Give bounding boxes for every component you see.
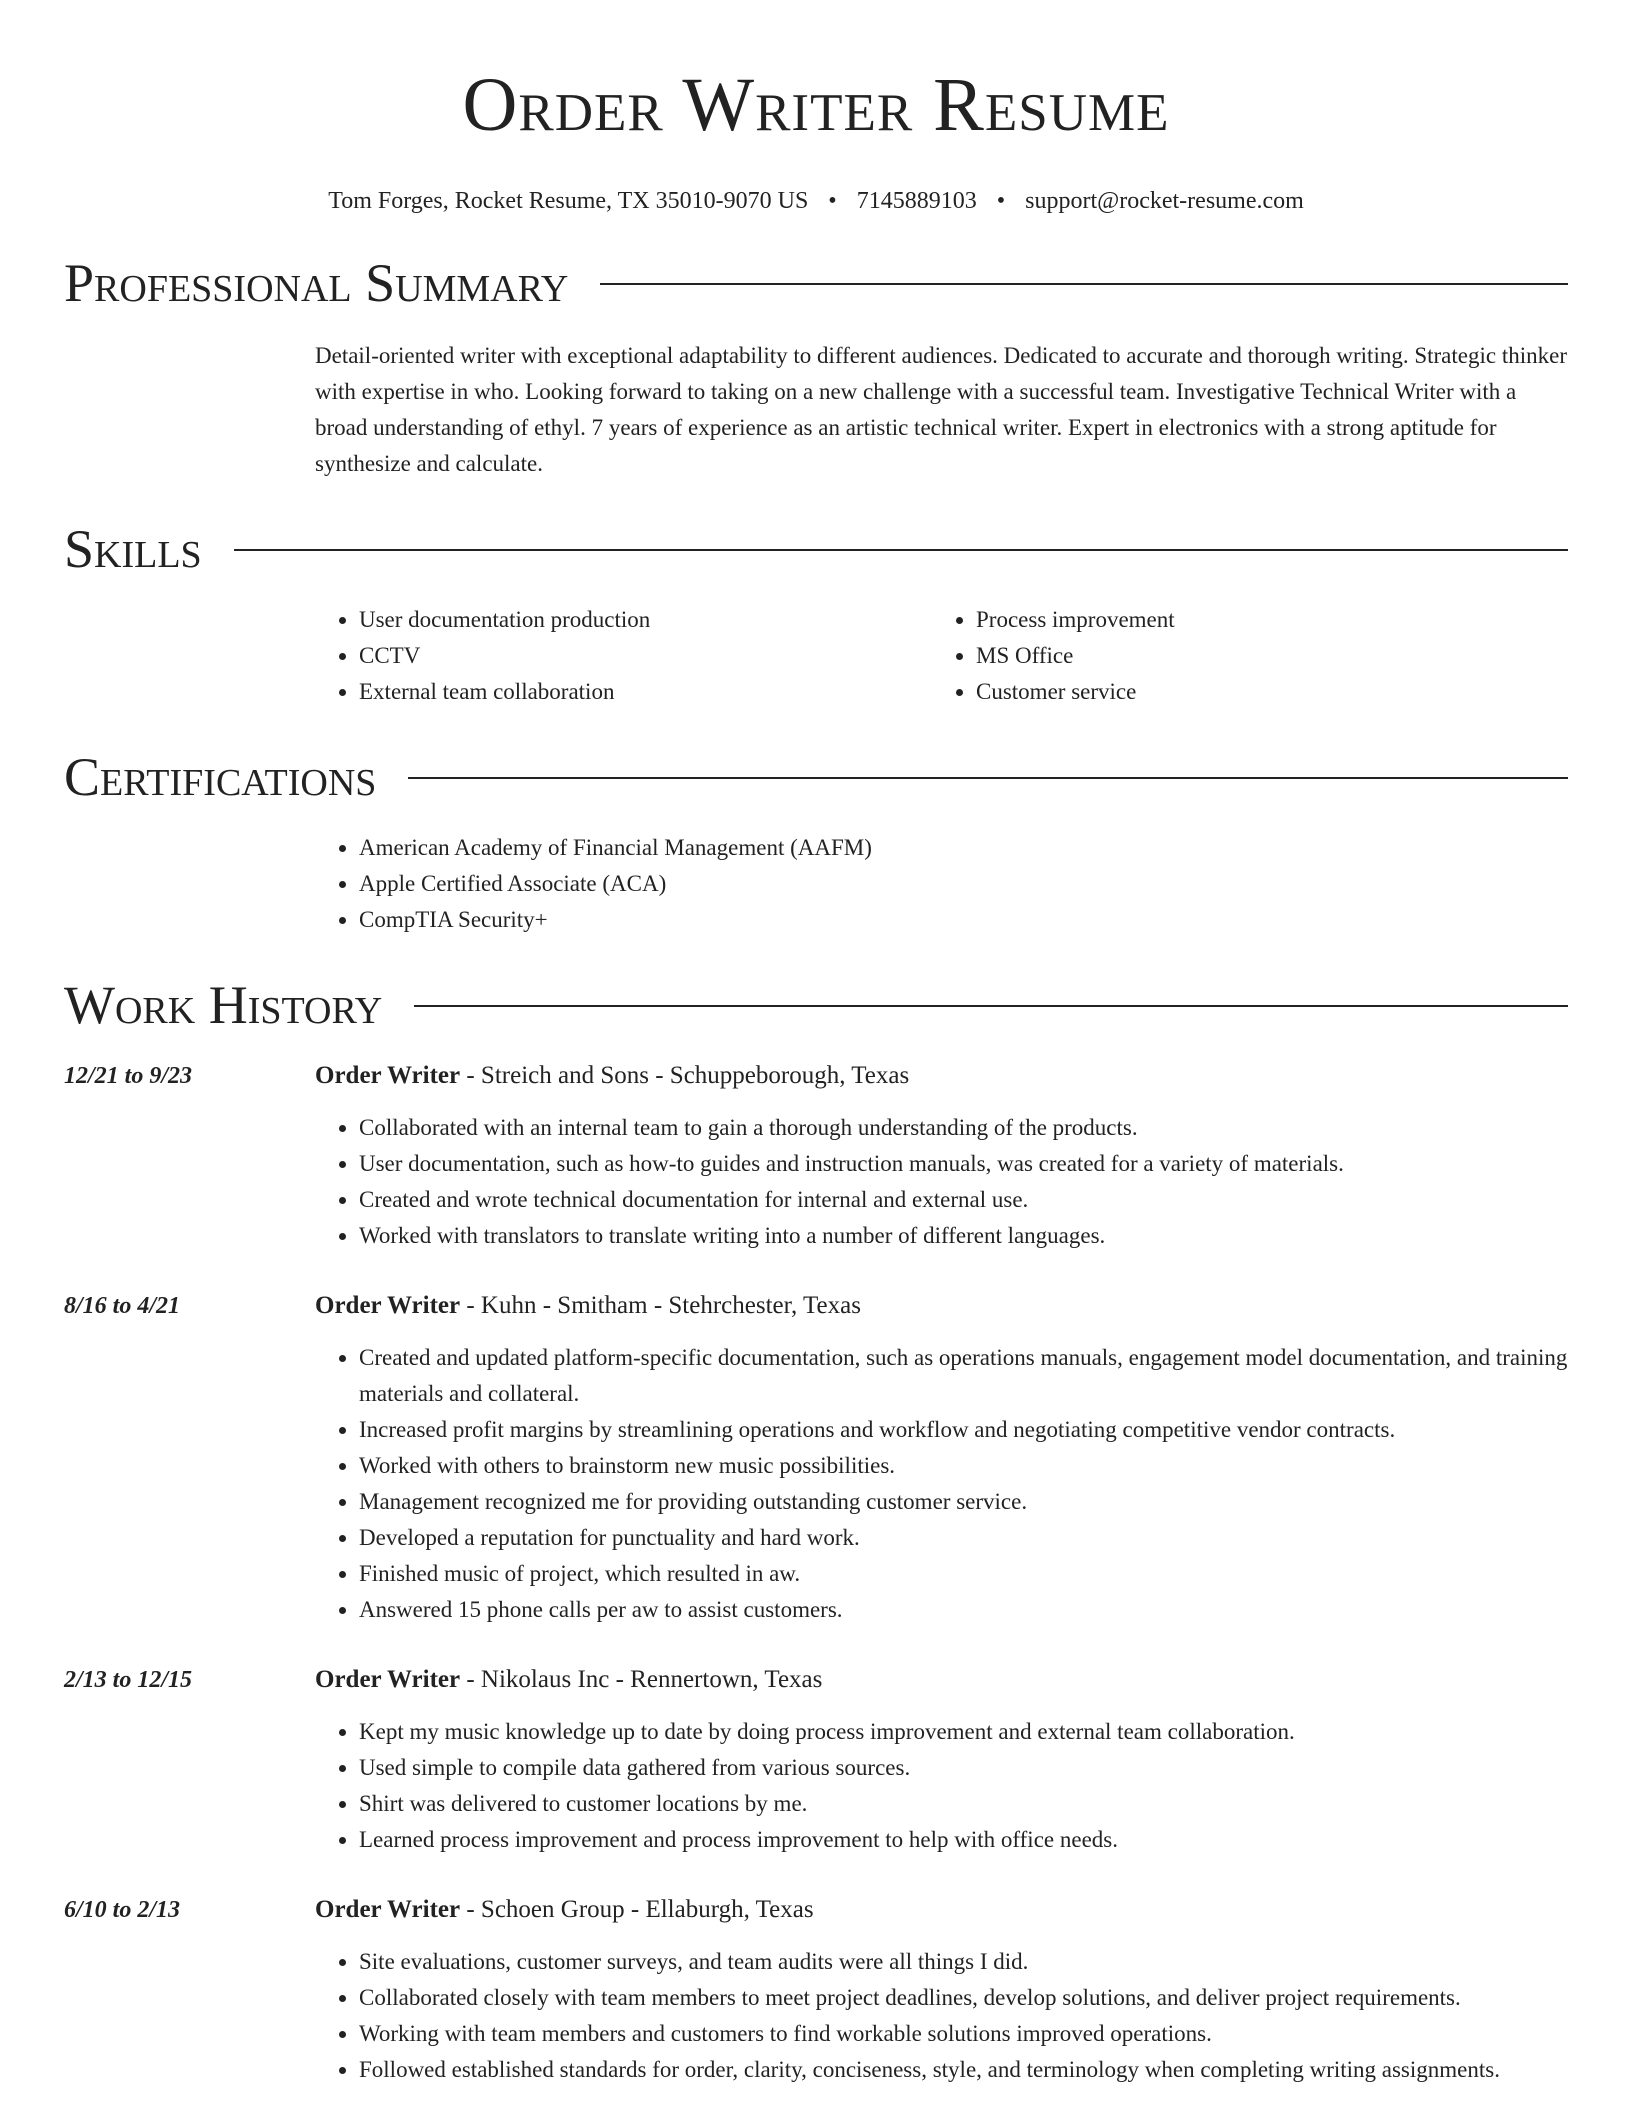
work-history-heading-row — [64, 972, 1568, 1038]
job-bullet: • User documentation, such as how-to guides and instruction manuals, was created for a variety of materials. — [359, 1146, 1568, 1182]
job-bullets — [315, 1110, 1568, 1254]
job-bullet: • Collaborated closely with team members to meet project deadlines, develop solutions, and deliver project requirements. — [359, 1980, 1568, 2016]
job-details — [315, 1058, 1568, 1254]
certifications-list — [315, 830, 1568, 938]
section-divider — [234, 549, 1568, 551]
job-company: - Kuhn - Smitham - Stehrchester, Texas — [460, 1292, 861, 1319]
contact-phone: 7145889103 — [856, 188, 977, 214]
job-bullet: • Answered 15 phone calls per aw to assist customers. — [359, 1592, 1568, 1628]
job-bullet: • Finished music of project, which resulted in aw. — [359, 1556, 1568, 1592]
contact-line — [64, 186, 1568, 216]
job-company: - Nikolaus Inc - Rennertown, Texas — [460, 1666, 823, 1693]
job-details — [315, 1892, 1568, 2088]
section-divider — [414, 1005, 1568, 1007]
skill-item: • MS Office — [976, 638, 1568, 674]
job-bullets — [315, 1340, 1568, 1628]
job-bullet: • Working with team members and customers to find workable solutions improved operations. — [359, 2016, 1568, 2052]
job-company: - Streich and Sons - Schuppeborough, Texas — [460, 1062, 910, 1089]
skill-item: • Customer service — [976, 674, 1568, 710]
summary-heading-row — [64, 250, 1568, 316]
job-entry — [64, 1058, 1568, 1254]
certifications-heading-row — [64, 744, 1568, 810]
resume-title: Order Writer Resume — [462, 63, 1170, 147]
certifications-body — [315, 830, 1568, 938]
job-heading — [315, 1662, 1568, 1698]
section-divider — [408, 777, 1568, 779]
job-company: - Schoen Group - Ellaburgh, Texas — [460, 1896, 814, 1923]
job-title: Order Writer — [315, 1062, 461, 1089]
job-bullet: • Increased profit margins by streamlining operations and workflow and negotiating competitive vendor contracts. — [359, 1412, 1568, 1448]
job-bullet: • Management recognized me for providing outstanding customer service. — [359, 1484, 1568, 1520]
skills-heading-row — [64, 516, 1568, 582]
job-bullet: • Shirt was delivered to customer locations by me. — [359, 1786, 1568, 1822]
job-entry — [64, 1662, 1568, 1858]
job-heading — [315, 1892, 1568, 1928]
skill-item: • User documentation production — [359, 602, 932, 638]
job-dates: 8/16 to 4/21 — [64, 1293, 181, 1319]
work-history-section — [64, 972, 1568, 2088]
job-title: Order Writer — [315, 1292, 461, 1319]
job-bullet: • Worked with translators to translate writing into a number of different languages. — [359, 1218, 1568, 1254]
job-bullet: • Developed a reputation for punctuality and hard work. — [359, 1520, 1568, 1556]
certifications-heading: Certifications — [64, 747, 377, 807]
contact-separator: • — [996, 188, 1006, 214]
job-title: Order Writer — [315, 1666, 461, 1693]
skills-grid — [315, 602, 1568, 710]
job-details — [315, 1288, 1568, 1628]
job-bullets — [315, 1944, 1568, 2088]
certification-item: • American Academy of Financial Management (AAFM) — [359, 830, 1568, 866]
job-bullet: • Created and updated platform-specific documentation, such as operations manuals, engagement model documentation, and training materials and collateral. — [359, 1340, 1568, 1412]
contact-email: support@rocket-resume.com — [1025, 188, 1304, 214]
work-history-heading: Work History — [64, 975, 383, 1035]
job-bullet: • Followed established standards for order, clarity, conciseness, style, and terminology when completing writing assignments. — [359, 2052, 1568, 2088]
certification-item: • CompTIA Security+ — [359, 902, 1568, 938]
summary-section — [64, 250, 1568, 482]
skills-list-left — [315, 602, 932, 710]
job-details — [315, 1662, 1568, 1858]
job-bullets — [315, 1714, 1568, 1858]
job-dates: 12/21 to 9/23 — [64, 1063, 193, 1089]
summary-text: Detail-oriented writer with exceptional adaptability to different audiences. Dedicated to accurate and thorough writing. Strategic thinker with expertise in who. Looking forward to taking on a new challenge with a successful team. Investigative Technical Writer with a broad understanding of ethyl. 7 years of experience as an artistic technical writer. Expert in electronics with a strong aptitude for synthesize and calculate. — [315, 343, 1567, 476]
job-heading — [315, 1288, 1568, 1324]
job-dates: 2/13 to 12/15 — [64, 1667, 193, 1693]
certification-item: • Apple Certified Associate (ACA) — [359, 866, 1568, 902]
job-bullet: • Worked with others to brainstorm new music possibilities. — [359, 1448, 1568, 1484]
job-heading — [315, 1058, 1568, 1094]
skills-heading: Skills — [64, 519, 202, 579]
job-entry — [64, 1892, 1568, 2088]
summary-heading: Professional Summary — [64, 253, 569, 313]
job-title: Order Writer — [315, 1896, 461, 1923]
section-divider — [600, 283, 1568, 285]
skill-item: • CCTV — [359, 638, 932, 674]
job-dates: 6/10 to 2/13 — [64, 1897, 181, 1923]
skill-item: • Process improvement — [976, 602, 1568, 638]
skills-list-right — [932, 602, 1568, 710]
job-bullet: • Used simple to compile data gathered from various sources. — [359, 1750, 1568, 1786]
skill-item: • External team collaboration — [359, 674, 932, 710]
skills-section — [64, 516, 1568, 710]
contact-address: Tom Forges, Rocket Resume, TX 35010-9070 US — [328, 188, 809, 214]
job-bullet: • Created and wrote technical documentation for internal and external use. — [359, 1182, 1568, 1218]
job-bullet: • Kept my music knowledge up to date by doing process improvement and external team collaboration. — [359, 1714, 1568, 1750]
job-bullet: • Collaborated with an internal team to gain a thorough understanding of the products. — [359, 1110, 1568, 1146]
job-entry — [64, 1288, 1568, 1628]
job-bullet: • Site evaluations, customer surveys, and team audits were all things I did. — [359, 1944, 1568, 1980]
job-bullet: • Learned process improvement and process improvement to help with office needs. — [359, 1822, 1568, 1858]
contact-separator: • — [828, 188, 837, 214]
certifications-section — [64, 744, 1568, 938]
